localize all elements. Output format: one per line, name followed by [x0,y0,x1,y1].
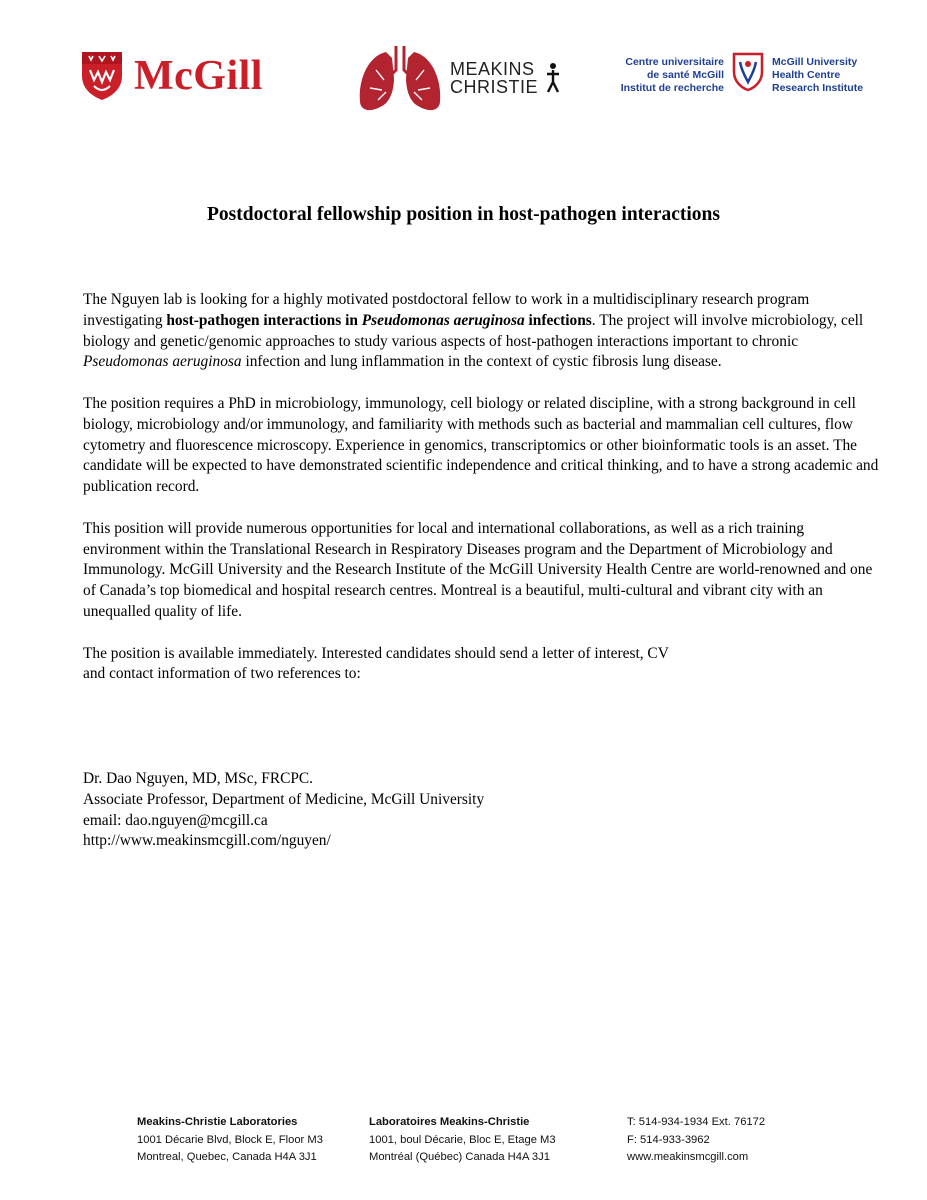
cusm-line-1: Centre universitaire [625,56,724,68]
p1-bold-italic: Pseudomonas aeruginosa [361,311,525,329]
muhc-line-2: Health Centre [772,69,841,81]
contact-name: Dr. Dao Nguyen, MD, MSc, FRCPC. [83,770,314,787]
footer-phone: T: 514-934-1934 Ext. 76172 [627,1116,766,1128]
p1-text-2: . The project will involve microbiology, cell biology and genetic/genomic approaches to study various aspects of host-pathogen interactions important to chronic [83,311,864,350]
footer-column-french [369,1114,556,1167]
footer-website[interactable]: www.meakinsmcgill.com [627,1151,749,1163]
application-line-2: and contact information of two references to: [83,665,361,683]
muhc-english-text [772,56,872,95]
mcgill-logo [80,50,300,104]
muhc-crest-icon [732,52,764,92]
contact-url[interactable]: http://www.meakinsmcgill.com/nguyen/ [83,832,331,850]
figure-icon [542,62,564,94]
lungs-icon [356,40,444,114]
muhc-line-3: Research Institute [772,82,864,94]
document-title: Postdoctoral fellowship position in host-pathogen interactions [207,204,720,225]
meakins-line: MEAKINS [450,59,535,79]
paragraph-project [83,290,883,373]
footer-col2-line1: 1001, boul Décarie, Bloc E, Etage M3 [369,1133,556,1146]
footer-col1-line2: Montreal, Quebec, Canada H4A 3J1 [137,1151,317,1163]
footer-column-english [137,1114,323,1167]
meakins-christie-wordmark [450,60,538,96]
contact-position: Associate Professor, Department of Medicine, McGill University [83,790,485,808]
christie-line: CHRISTIE [450,77,539,97]
p1-bold-2: infections [524,311,592,329]
muhc-line-1: McGill University [772,56,858,68]
cusm-french-text [618,56,724,95]
contact-block [83,769,783,852]
footer-column-contact [627,1114,765,1167]
p1-italic: Pseudomonas aeruginosa [83,353,242,371]
footer-col1-line1: 1001 Décarie Blvd, Block E, Floor M3 [137,1133,323,1146]
footer-fax: F: 514-933-3962 [627,1133,710,1146]
paragraph-application [83,644,883,686]
application-line-1: The position is available immediately. Interested candidates should send a letter of interest, CV [83,644,669,662]
document-body [83,290,883,685]
cusm-line-2: de santé McGill [646,69,724,81]
p1-text-3: infection and lung inflammation in the context of cystic fibrosis lung disease. [241,353,722,371]
muhc-research-institute-logo [618,52,868,102]
cusm-line-3: Institut de recherche [620,82,724,94]
p1-bold-1: host-pathogen interactions in [166,311,362,329]
meakins-christie-logo [356,40,566,114]
footer-col2-line2: Montréal (Québec) Canada H4A 3J1 [369,1151,550,1163]
mcgill-wordmark: McGill [134,53,263,99]
contact-email[interactable]: email: dao.nguyen@mcgill.ca [83,811,268,829]
footer-col1-heading: Meakins-Christie Laboratories [137,1116,298,1128]
paragraph-requirements: The position requires a PhD in microbiology, immunology, cell biology or related discipline, with a strong background in cell biology, microbiology and/or immunology, and familiarity with methods such as bacterial and mammalian cell cultures, flow cytometry and fluorescence microscopy. Experience in genomics, transcriptomics or other bioinformatic tools is an asset. The candidate will be expected to have demonstrated scientific independence and critical thinking, and to have a strong academic and publication record. [83,394,879,496]
paragraph-environment: This position will provide numerous opportunities for local and international collaborations, as well as a rich training environment within the Translational Research in Respiratory Diseases program and the Department of Microbiology and Immunology. McGill University and the Research Institute of the McGill University Health Centre are world-renowned and one of Canada’s top biomedical and hospital research centres. Montreal is a beautiful, multi-cultural and vibrant city with an unequalled quality of life. [83,519,873,620]
p1-text-1: The Nguyen lab is looking for a highly motivated postdoctoral fellow to work in a multidisciplinary research program investigating [83,291,810,329]
footer-col2-heading: Laboratoires Meakins-Christie [369,1116,530,1128]
mcgill-shield-icon [80,50,124,102]
